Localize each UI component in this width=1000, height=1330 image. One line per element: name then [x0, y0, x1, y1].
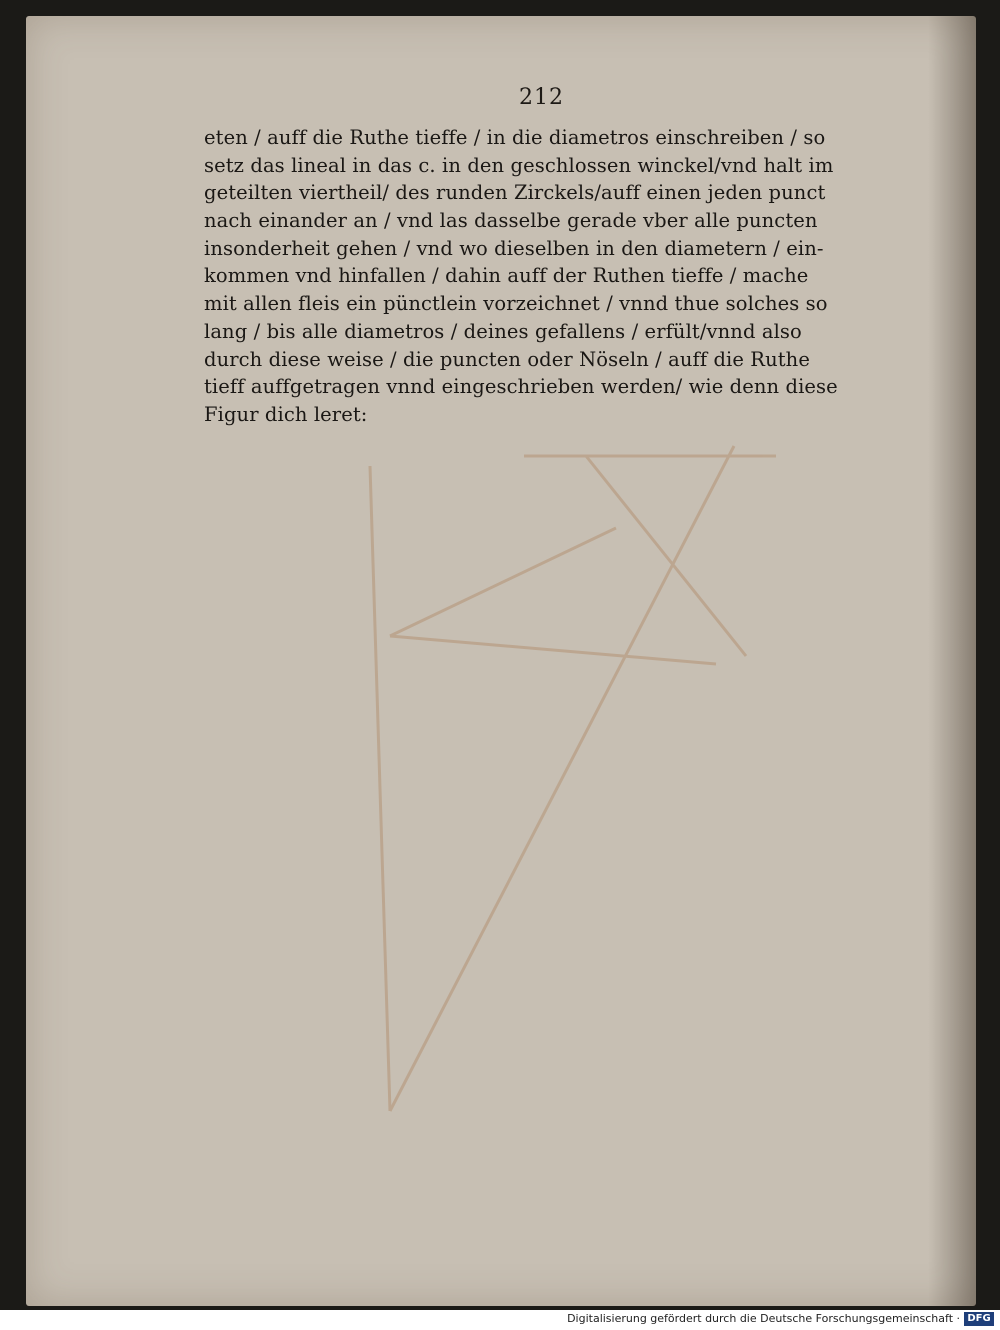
- text-line: eten / auff die Ruthe tieffe / in die diametros einschreiben / so: [204, 126, 826, 149]
- page-number: 212: [519, 85, 564, 110]
- text-line: insonderheit gehen / vnd wo dieselben in den diametern / ein-: [204, 236, 824, 260]
- text-line: lang / bis alle diametros / deines gefallens / erfült/vnnd also: [204, 319, 802, 343]
- text-line: setz das lineal in das c. in den geschlossen winckel/vnd halt im: [204, 153, 834, 177]
- funding-credit: Digitalisierung gefördert durch die Deutsche Forschungsgemeinschaft ·: [567, 1312, 960, 1325]
- text-line: mit allen fleis ein pünctlein vorzeichnet / vnnd thue solches so: [204, 292, 828, 316]
- text-line: nach einander an / vnd las dasselbe gerade vber alle puncten: [204, 209, 818, 233]
- body-text: [204, 124, 924, 429]
- text-line: kommen vnd hinfallen / dahin auff der Ruthen tieffe / mache: [204, 264, 809, 288]
- text-line: Figur dich leret:: [204, 402, 368, 426]
- text-line: tieff auffgetragen vnnd eingeschrieben werden/ wie denn diese: [204, 375, 838, 399]
- text-line: durch diese weise / die puncten oder Nöseln / auff die Ruthe: [204, 347, 810, 371]
- dfg-logo: DFG: [964, 1312, 994, 1326]
- gutter-shadow: [928, 16, 976, 1306]
- text-line: geteilten viertheil/ des runden Zirckels/auff einen jeden punct: [204, 181, 826, 205]
